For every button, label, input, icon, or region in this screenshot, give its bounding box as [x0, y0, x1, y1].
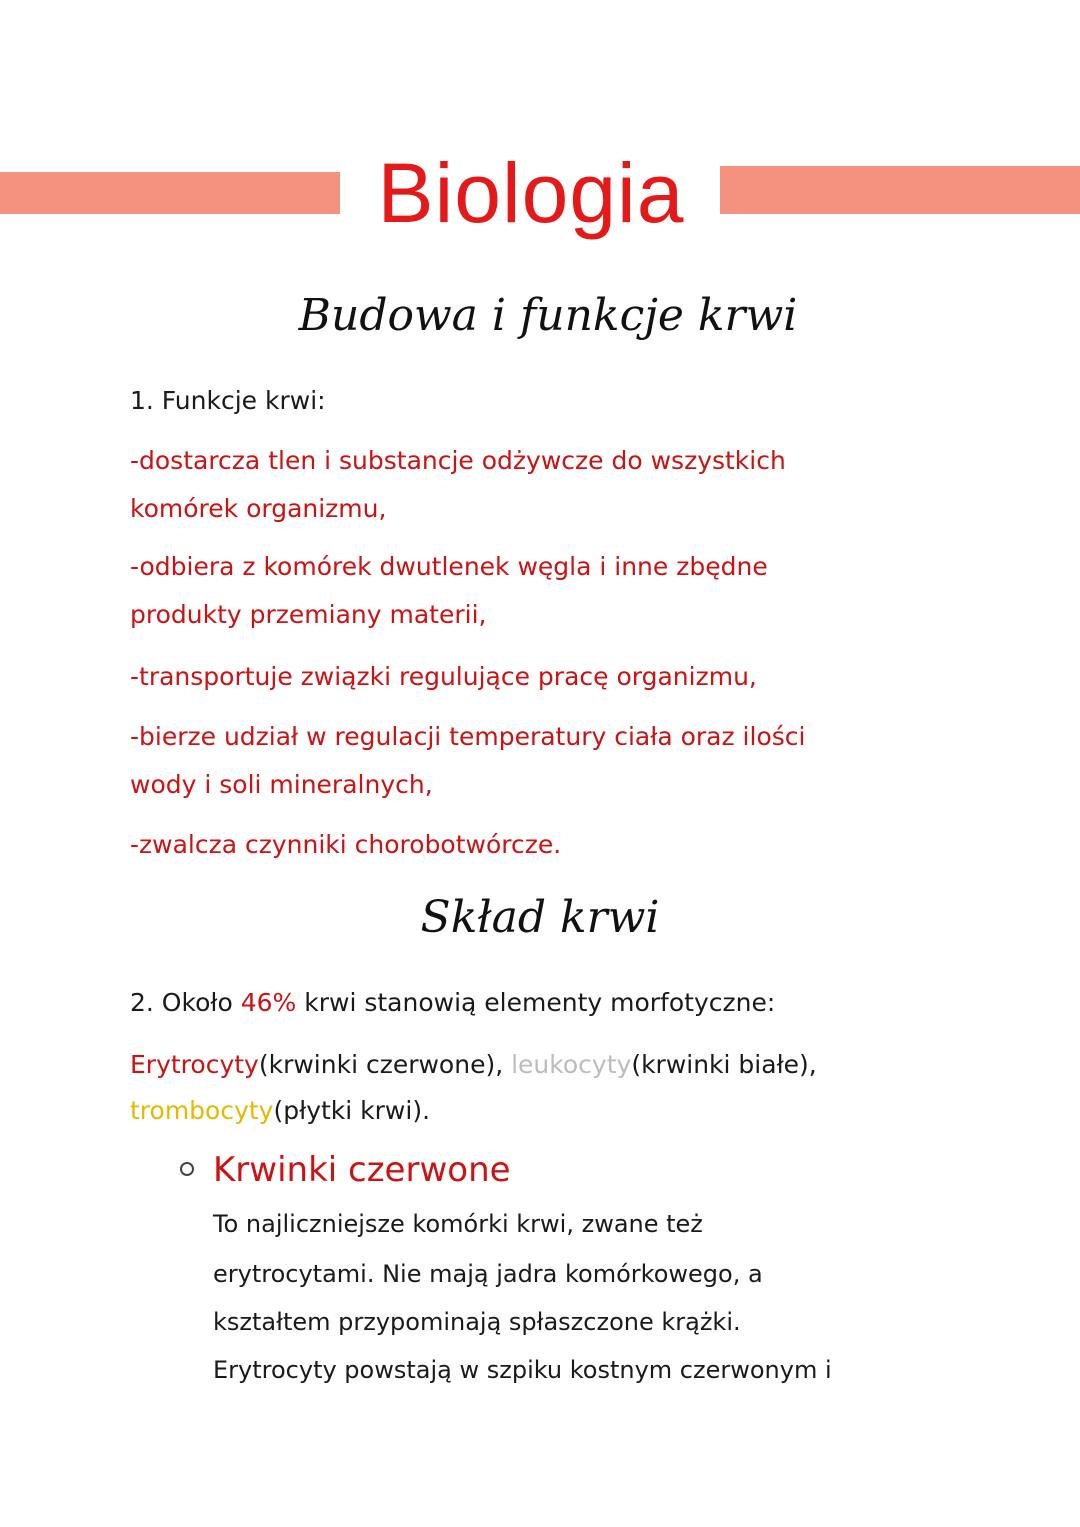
- trombocyty-desc: (płytki krwi).: [273, 1096, 431, 1125]
- subsection-line-1: To najliczniejsze komórki krwi, zwane też: [213, 1210, 703, 1238]
- subsection-line-3: kształtem przypominają spłaszczone krążki.: [213, 1308, 741, 1336]
- trombocyty-term: trombocyty: [130, 1096, 274, 1125]
- erytrocyty-desc: (krwinki czerwone),: [258, 1050, 512, 1079]
- function-line-5: -transportuje związki regulujące pracę organizmu,: [130, 662, 757, 691]
- function-line-8: -zwalcza czynniki chorobotwórcze.: [130, 830, 562, 859]
- item-title-funkcje: 1. Funkcje krwi:: [130, 386, 326, 415]
- header-accent-bar-left: [0, 172, 340, 214]
- composition-percent: 46%: [240, 988, 297, 1017]
- header-accent-bar-right: [720, 166, 1080, 214]
- subsection-line-4: Erytrocyty powstają w szpiku kostnym czerwonym i: [213, 1356, 832, 1384]
- page-title: Biologia: [377, 146, 685, 240]
- erytrocyty-term: Erytrocyty: [130, 1050, 259, 1079]
- function-line-2: komórek organizmu,: [130, 494, 387, 523]
- section-heading-budowa: Budowa i funkcje krwi: [298, 290, 798, 341]
- leukocyty-desc: (krwinki białe),: [631, 1050, 817, 1079]
- subsection-line-2: erytrocytami. Nie mają jadra komórkowego, a: [213, 1260, 763, 1288]
- composition-intro-prefix: 2. Około: [130, 988, 241, 1017]
- function-line-3: -odbiera z komórek dwutlenek węgla i inne zbędne: [130, 552, 768, 581]
- section-heading-sklad: Skład krwi: [420, 892, 660, 943]
- function-line-7: wody i soli mineralnych,: [130, 770, 433, 799]
- composition-intro: [130, 978, 775, 1028]
- function-line-6: -bierze udział w regulacji temperatury ciała oraz ilości: [130, 722, 806, 751]
- composition-elements-line-2: [130, 1086, 430, 1136]
- subsection-heading-krwinki-czerwone: Krwinki czerwone: [213, 1150, 511, 1190]
- composition-elements-line-1: [130, 1040, 817, 1090]
- composition-intro-suffix: krwi stanowią elementy morfotyczne:: [296, 988, 776, 1017]
- function-line-4: produkty przemiany materii,: [130, 600, 487, 629]
- bullet-circle-icon: [180, 1162, 194, 1176]
- function-line-1: -dostarcza tlen i substancje odżywcze do wszystkich: [130, 446, 786, 475]
- leukocyty-term: leukocyty: [511, 1050, 632, 1079]
